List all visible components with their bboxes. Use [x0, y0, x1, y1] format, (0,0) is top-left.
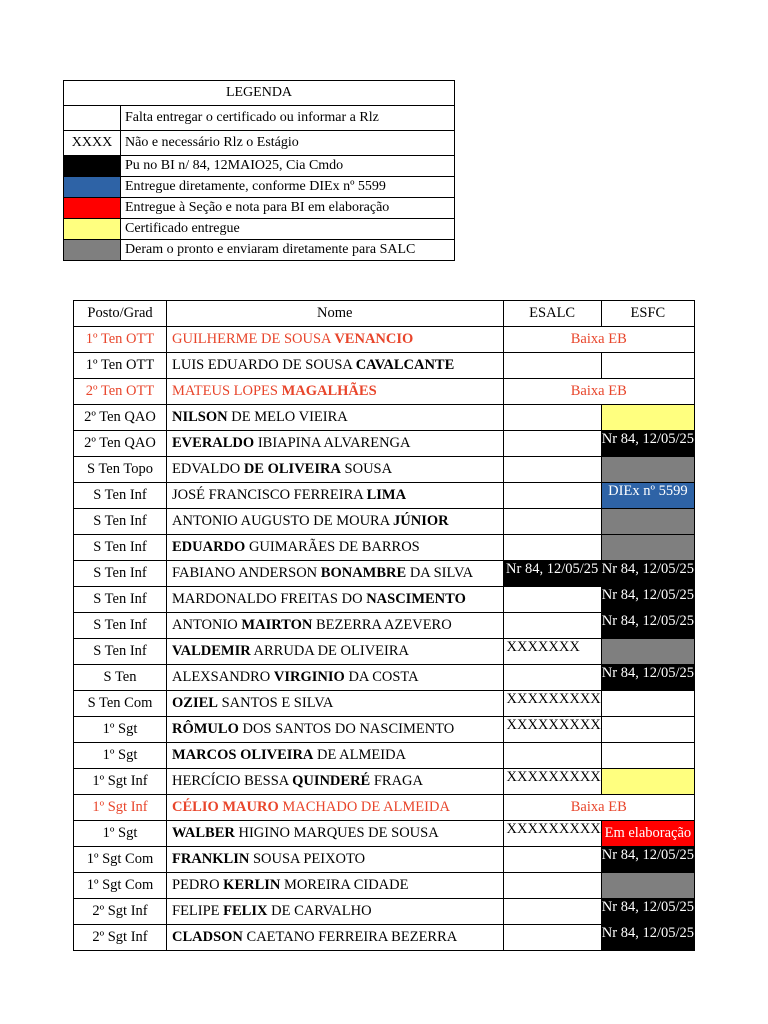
posto-grad-cell: S Ten Com: [74, 691, 167, 717]
legend-text: Pu no BI n/ 84, 12MAIO25, Cia Cmdo: [121, 156, 455, 177]
nome-part: ARRUDA DE OLIVEIRA: [250, 643, 409, 659]
esalc-cell: [503, 665, 601, 691]
legend-swatch-white: [64, 106, 121, 131]
table-row: [74, 457, 695, 483]
nome-cell: [167, 483, 504, 509]
header-posto: Posto/Grad: [74, 301, 167, 327]
nome-part: FRAGA: [370, 773, 423, 789]
nome-cell: [167, 509, 504, 535]
esalc-cell: [503, 587, 601, 613]
nome-cell: [167, 717, 504, 743]
nome-cell: [167, 795, 504, 821]
esalc-cell: [503, 457, 601, 483]
legend-text: Falta entregar o certificado ou informar a Rlz: [121, 106, 455, 131]
esfc-cell: [601, 873, 694, 899]
posto-grad-cell: S Ten Topo: [74, 457, 167, 483]
table-row: [74, 717, 695, 743]
nome-part: GUIMARÃES DE BARROS: [245, 539, 420, 555]
nome-cell: [167, 613, 504, 639]
nome-part: SOUSA PEIXOTO: [249, 851, 366, 867]
nome-cell: [167, 405, 504, 431]
posto-grad-cell: S Ten Inf: [74, 613, 167, 639]
legend-text: Deram o pronto e enviaram diretamente para SALC: [121, 240, 455, 261]
nome-cell: [167, 821, 504, 847]
nome-bold-part: EVERALDO: [172, 435, 255, 451]
esalc-cell: [503, 509, 601, 535]
esalc-cell: [503, 873, 601, 899]
esalc-cell: [503, 847, 601, 873]
nome-bold-part: VENANCIO: [334, 331, 414, 347]
esfc-cell: Nr 84, 12/05/25: [601, 561, 694, 587]
legend-swatch-red: [64, 198, 121, 219]
nome-part: IBIAPINA ALVARENGA: [254, 435, 411, 451]
nome-part: SOUSA: [340, 461, 393, 477]
esfc-cell: Em elaboração: [601, 821, 694, 847]
esalc-cell: XXXXXXXXX: [503, 821, 601, 847]
header-esalc: ESALC: [503, 301, 601, 327]
nome-part: MACHADO DE ALMEIDA: [278, 799, 450, 815]
posto-grad-cell: 1º Ten OTT: [74, 327, 167, 353]
posto-grad-cell: 1º Sgt Inf: [74, 769, 167, 795]
legend-text: Entregue à Seção e nota para BI em elaboração: [121, 198, 455, 219]
table-row: [74, 379, 695, 405]
esalc-cell: [503, 353, 601, 379]
esalc-cell: XXXXXXXXX: [503, 691, 601, 717]
legend-swatch-xxxx: XXXX: [64, 131, 121, 156]
legend-swatch-blue: [64, 177, 121, 198]
nome-part: BEZERRA AZEVERO: [312, 617, 452, 633]
table-row: [74, 535, 695, 561]
esalc-cell: [503, 535, 601, 561]
table-row: [74, 873, 695, 899]
table-row: [74, 613, 695, 639]
nome-part: DOS SANTOS DO NASCIMENTO: [238, 721, 455, 737]
nome-cell: [167, 639, 504, 665]
esfc-cell: Nr 84, 12/05/25: [601, 847, 694, 873]
esfc-cell: [601, 535, 694, 561]
posto-grad-cell: S Ten Inf: [74, 509, 167, 535]
legend-table: [63, 80, 455, 261]
posto-grad-cell: 2º Ten QAO: [74, 431, 167, 457]
table-row: [74, 691, 695, 717]
nome-bold-part: MARCOS OLIVEIRA: [172, 747, 314, 763]
baixa-eb-cell: Baixa EB: [503, 327, 694, 353]
nome-part: HIGINO MARQUES DE SOUSA: [234, 825, 439, 841]
nome-cell: [167, 431, 504, 457]
nome-bold-part: MAGALHÃES: [281, 383, 377, 399]
nome-part: LUIS EDUARDO DE SOUSA: [172, 357, 356, 373]
nome-cell: [167, 379, 504, 405]
nome-part: GUILHERME DE SOUSA: [172, 331, 335, 347]
esfc-cell: Nr 84, 12/05/25: [601, 431, 694, 457]
nome-bold-part: MAIRTON: [241, 617, 313, 633]
nome-cell: [167, 899, 504, 925]
table-row: [74, 509, 695, 535]
esalc-cell: [503, 743, 601, 769]
table-row: [74, 847, 695, 873]
nome-bold-part: KERLIN: [223, 877, 281, 893]
table-row: [74, 743, 695, 769]
nome-cell: [167, 535, 504, 561]
esalc-cell: [503, 613, 601, 639]
table-row: [74, 561, 695, 587]
table-row: [74, 327, 695, 353]
baixa-eb-cell: Baixa EB: [503, 795, 694, 821]
posto-grad-cell: 1º Sgt: [74, 717, 167, 743]
posto-grad-cell: 2º Sgt Inf: [74, 899, 167, 925]
legend-text: Entregue diretamente, conforme DIEx nº 5599: [121, 177, 455, 198]
esfc-cell: [601, 353, 694, 379]
table-row: [74, 353, 695, 379]
nome-part: ANTONIO: [172, 617, 242, 633]
nome-bold-part: WALBER: [172, 825, 235, 841]
esfc-cell: [601, 743, 694, 769]
nome-bold-part: DE OLIVEIRA: [243, 461, 341, 477]
posto-grad-cell: 1º Sgt Inf: [74, 795, 167, 821]
table-row: [74, 821, 695, 847]
nome-bold-part: BONAMBRE: [320, 565, 407, 581]
esalc-cell: [503, 925, 601, 951]
nome-cell: [167, 353, 504, 379]
posto-grad-cell: 2º Sgt Inf: [74, 925, 167, 951]
esalc-cell: [503, 483, 601, 509]
esfc-cell: [601, 405, 694, 431]
posto-grad-cell: S Ten Inf: [74, 639, 167, 665]
nome-part: MARDONALDO FREITAS DO: [172, 591, 367, 607]
nome-cell: [167, 561, 504, 587]
esalc-cell: XXXXXXXXX: [503, 717, 601, 743]
nome-part: DE ALMEIDA: [313, 747, 407, 763]
nome-cell: [167, 769, 504, 795]
legend-text: Não e necessário Rlz o Estágio: [121, 131, 455, 156]
nome-cell: [167, 691, 504, 717]
nome-cell: [167, 665, 504, 691]
nome-part: FELIPE: [172, 903, 224, 919]
esalc-cell: [503, 899, 601, 925]
table-row: [74, 795, 695, 821]
esfc-cell: Nr 84, 12/05/25: [601, 613, 694, 639]
posto-grad-cell: S Ten Inf: [74, 535, 167, 561]
nome-bold-part: FELIX: [223, 903, 268, 919]
nome-bold-part: NILSON: [172, 409, 228, 425]
esalc-cell: [503, 431, 601, 457]
table-row: [74, 665, 695, 691]
table-row: [74, 431, 695, 457]
table-row: [74, 587, 695, 613]
esfc-cell: [601, 457, 694, 483]
table-row: [74, 639, 695, 665]
nome-cell: [167, 873, 504, 899]
esfc-cell: Nr 84, 12/05/25: [601, 587, 694, 613]
posto-grad-cell: 1º Sgt: [74, 821, 167, 847]
posto-grad-cell: 1º Sgt: [74, 743, 167, 769]
nome-bold-part: QUINDERÉ: [292, 773, 371, 789]
nome-bold-part: VALDEMIR: [172, 643, 251, 659]
nome-bold-part: RÔMULO: [172, 721, 239, 737]
nome-bold-part: FRANKLIN: [172, 851, 250, 867]
baixa-eb-cell: Baixa EB: [503, 379, 694, 405]
nome-bold-part: LIMA: [366, 487, 407, 503]
esalc-cell: [503, 405, 601, 431]
nome-cell: [167, 587, 504, 613]
esfc-cell: [601, 769, 694, 795]
posto-grad-cell: 1º Sgt Com: [74, 873, 167, 899]
roster-header-row: [74, 301, 695, 327]
legend-swatch-black: [64, 156, 121, 177]
esfc-cell: [601, 509, 694, 535]
nome-part: DA COSTA: [344, 669, 419, 685]
nome-bold-part: JÚNIOR: [393, 513, 449, 529]
nome-part: SANTOS E SILVA: [217, 695, 334, 711]
roster-table: [73, 300, 695, 951]
table-row: [74, 769, 695, 795]
nome-part: DE MELO VIEIRA: [227, 409, 348, 425]
nome-bold-part: CAVALCANTE: [355, 357, 455, 373]
legend-title: LEGENDA: [64, 81, 455, 106]
table-row: [74, 405, 695, 431]
nome-bold-part: VIRGINIO: [273, 669, 345, 685]
posto-grad-cell: S Ten Inf: [74, 561, 167, 587]
nome-cell: [167, 925, 504, 951]
esfc-cell: [601, 717, 694, 743]
nome-part: CAETANO FERREIRA BEZERRA: [242, 929, 458, 945]
posto-grad-cell: 1º Ten OTT: [74, 353, 167, 379]
nome-part: MOREIRA CIDADE: [280, 877, 409, 893]
posto-grad-cell: 1º Sgt Com: [74, 847, 167, 873]
nome-cell: [167, 327, 504, 353]
nome-part: MATEUS LOPES: [172, 383, 282, 399]
table-row: [74, 483, 695, 509]
posto-grad-cell: 2º Ten QAO: [74, 405, 167, 431]
nome-bold-part: CÉLIO MAURO: [172, 799, 279, 815]
nome-cell: [167, 847, 504, 873]
esalc-cell: XXXXXXX: [503, 639, 601, 665]
legend-swatch-yellow: [64, 219, 121, 240]
nome-part: EDVALDO: [172, 461, 244, 477]
legend-swatch-gray: [64, 240, 121, 261]
nome-part: PEDRO: [172, 877, 224, 893]
table-row: [74, 899, 695, 925]
nome-bold-part: EDUARDO: [172, 539, 246, 555]
legend-text: Certificado entregue: [121, 219, 455, 240]
posto-grad-cell: S Ten Inf: [74, 587, 167, 613]
table-row: [74, 925, 695, 951]
esfc-cell: DIEx nº 5599: [601, 483, 694, 509]
esalc-cell: XXXXXXXXX: [503, 769, 601, 795]
nome-bold-part: NASCIMENTO: [366, 591, 466, 607]
nome-cell: [167, 743, 504, 769]
posto-grad-cell: S Ten Inf: [74, 483, 167, 509]
nome-bold-part: OZIEL: [172, 695, 218, 711]
header-esfc: ESFC: [601, 301, 694, 327]
esfc-cell: Nr 84, 12/05/25: [601, 665, 694, 691]
nome-part: DE CARVALHO: [267, 903, 372, 919]
esfc-cell: [601, 639, 694, 665]
nome-part: ANTONIO AUGUSTO DE MOURA: [172, 513, 394, 529]
nome-part: FABIANO ANDERSON: [172, 565, 321, 581]
nome-part: DA SILVA: [406, 565, 474, 581]
esfc-cell: Nr 84, 12/05/25: [601, 925, 694, 951]
nome-part: HERCÍCIO BESSA: [172, 773, 293, 789]
esfc-cell: Nr 84, 12/05/25: [601, 899, 694, 925]
esalc-cell: Nr 84, 12/05/25: [503, 561, 601, 587]
esfc-cell: [601, 691, 694, 717]
nome-cell: [167, 457, 504, 483]
posto-grad-cell: S Ten: [74, 665, 167, 691]
nome-part: JOSÉ FRANCISCO FERREIRA: [172, 487, 367, 503]
header-nome: Nome: [167, 301, 504, 327]
nome-bold-part: CLADSON: [172, 929, 243, 945]
posto-grad-cell: 2º Ten OTT: [74, 379, 167, 405]
nome-part: ALEXSANDRO: [172, 669, 274, 685]
